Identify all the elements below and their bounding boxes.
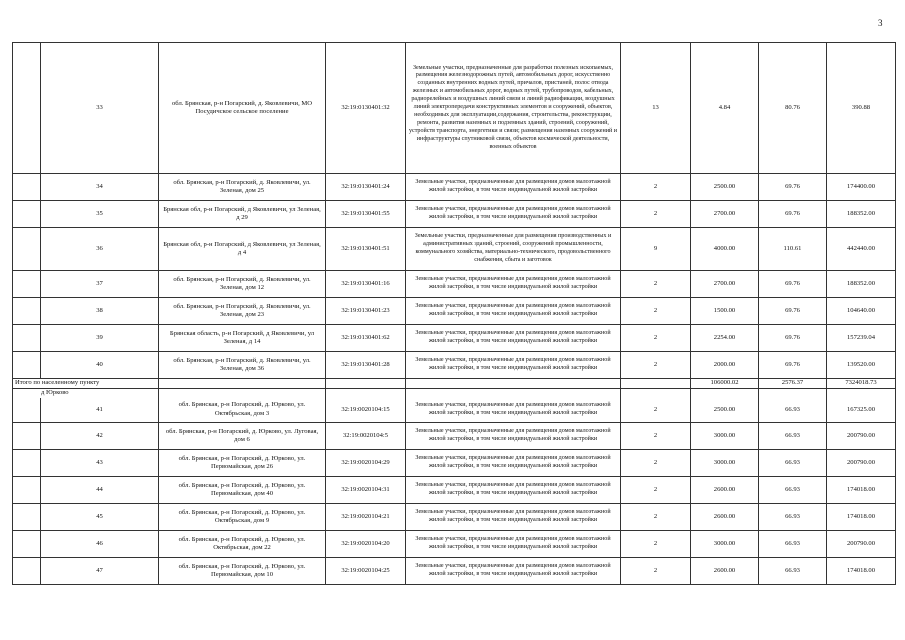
purpose-cell: Земельные участки, предназначенные для размещения домов малоэтажной жилой застройки, в том числе индивидуальной жилой застройки [406, 352, 621, 379]
rate-cell: 69.76 [759, 298, 827, 325]
cadastral-value-table [12, 42, 896, 585]
total-empty-cell [406, 379, 621, 389]
purpose-cell: Земельные участки, предназначенные для размещения домов малоэтажной жилой застройки, в том числе индивидуальной жилой застройки [406, 450, 621, 477]
area-cell: 3000.00 [691, 423, 759, 450]
cadastral-number-cell: 32:19:0020104:25 [326, 558, 406, 585]
total-area: 106000.02 [691, 379, 759, 389]
page-number: 3 [878, 18, 883, 28]
row-gap-cell [13, 558, 41, 585]
rate-cell: 110.61 [759, 228, 827, 271]
cadastral-number-cell: 32:19:0130401:28 [326, 352, 406, 379]
section-empty-cell [159, 389, 326, 398]
purpose-cell: Земельные участки, предназначенные для размещения домов малоэтажной жилой застройки, в том числе индивидуальной жилой застройки [406, 201, 621, 228]
table-row [13, 558, 896, 585]
purpose-cell: Земельные участки, предназначенные для размещения домов малоэтажной жилой застройки, в том числе индивидуальной жилой застройки [406, 477, 621, 504]
cadastral-number-cell: 32:19:0130401:62 [326, 325, 406, 352]
type-code-cell: 2 [621, 504, 691, 531]
row-gap-cell [13, 398, 41, 423]
type-code-cell: 2 [621, 298, 691, 325]
section-empty-cell [691, 389, 759, 398]
section-empty-cell [759, 389, 827, 398]
type-code-cell: 2 [621, 398, 691, 423]
row-number: 35 [41, 201, 159, 228]
row-number: 38 [41, 298, 159, 325]
purpose-cell: Земельные участки, предназначенные для размещения домов малоэтажной жилой застройки, в том числе индивидуальной жилой застройки [406, 531, 621, 558]
row-gap-cell [13, 450, 41, 477]
address-cell: обл. Брянская, р-н Погарский, д. Юрково, ул. Первомайская, дом 10 [159, 558, 326, 585]
rate-cell: 69.76 [759, 271, 827, 298]
area-cell: 1500.00 [691, 298, 759, 325]
row-gap-cell [13, 352, 41, 379]
table-row [13, 423, 896, 450]
address-cell: обл. Брянская, р-н Погарский, д. Юрково, ул. Октябрьская, дом 3 [159, 398, 326, 423]
rate-cell: 66.93 [759, 450, 827, 477]
address-cell: обл. Брянская, р-н Погарский, д. Яковлевичи, МО Посудичское сельское поселение [159, 43, 326, 174]
purpose-cell: Земельные участки, предназначенные для размещения домов малоэтажной жилой застройки, в том числе индивидуальной жилой застройки [406, 504, 621, 531]
rate-cell: 80.76 [759, 43, 827, 174]
value-cell: 157239.04 [827, 325, 896, 352]
table-row [13, 477, 896, 504]
value-cell: 200790.00 [827, 450, 896, 477]
rate-cell: 69.76 [759, 325, 827, 352]
table-row [13, 174, 896, 201]
value-cell: 167325.00 [827, 398, 896, 423]
value-cell: 174400.00 [827, 174, 896, 201]
rate-cell: 66.93 [759, 531, 827, 558]
total-empty-cell [621, 379, 691, 389]
address-cell: обл. Брянская, р-н Погарский, д. Юрково, ул. Октябрьская, дом 9 [159, 504, 326, 531]
address-cell: обл. Брянская, р-н Погарский, д. Яковлевичи, ул. Зеленая, дом 36 [159, 352, 326, 379]
total-row [13, 379, 896, 389]
type-code-cell: 13 [621, 43, 691, 174]
value-cell: 188352.00 [827, 271, 896, 298]
address-cell: Брянская обл, р-н Погарский, д Яковлевичи, ул Зеленая, д 4 [159, 228, 326, 271]
address-cell: обл. Брянская, р-н Погарский, д. Яковлевичи, ул. Зеленая, дом 12 [159, 271, 326, 298]
cadastral-number-cell: 32:19:0020104:5 [326, 423, 406, 450]
cadastral-number-cell: 32:19:0020104:15 [326, 398, 406, 423]
address-cell: обл. Брянская, р-н Погарский, д. Яковлевичи, ул. Зеленая, дом 25 [159, 174, 326, 201]
rate-cell: 66.93 [759, 477, 827, 504]
table-row [13, 531, 896, 558]
area-cell: 2600.00 [691, 558, 759, 585]
value-cell: 139520.00 [827, 352, 896, 379]
address-cell: обл. Брянская, р-н Погарский, д. Юрково, ул. Первомайская, дом 40 [159, 477, 326, 504]
type-code-cell: 2 [621, 174, 691, 201]
row-gap-cell [13, 43, 41, 174]
purpose-cell: Земельные участки, предназначенные для размещения домов малоэтажной жилой застройки, в том числе индивидуальной жилой застройки [406, 271, 621, 298]
row-number: 42 [41, 423, 159, 450]
section-empty-cell [621, 389, 691, 398]
area-cell: 4.84 [691, 43, 759, 174]
row-number: 47 [41, 558, 159, 585]
type-code-cell: 9 [621, 228, 691, 271]
row-gap-cell [13, 201, 41, 228]
value-cell: 174018.00 [827, 477, 896, 504]
row-gap-cell [13, 271, 41, 298]
value-cell: 390.88 [827, 43, 896, 174]
type-code-cell: 2 [621, 352, 691, 379]
purpose-cell: Земельные участки, предназначенные для размещения домов малоэтажной жилой застройки, в том числе индивидуальной жилой застройки [406, 398, 621, 423]
value-cell: 200790.00 [827, 423, 896, 450]
area-cell: 2254.00 [691, 325, 759, 352]
table-row [13, 43, 896, 174]
rate-cell: 66.93 [759, 423, 827, 450]
rate-cell: 69.76 [759, 201, 827, 228]
row-gap-cell [13, 325, 41, 352]
row-number: 39 [41, 325, 159, 352]
purpose-cell: Земельные участки, предназначенные для размещения производственных и административных зданий, строений, сооружений промышленности, коммунального хозяйства, материально-технического, продовольственного снабжения, сбыта и заготовок [406, 228, 621, 271]
total-value: 7324018.73 [827, 379, 896, 389]
purpose-cell: Земельные участки, предназначенные для размещения домов малоэтажной жилой застройки, в том числе индивидуальной жилой застройки [406, 174, 621, 201]
cadastral-number-cell: 32:19:0130401:51 [326, 228, 406, 271]
type-code-cell: 2 [621, 201, 691, 228]
area-cell: 2500.00 [691, 174, 759, 201]
total-empty-cell [326, 379, 406, 389]
address-cell: Брянская обл, р-н Погарский, д Яковлевичи, ул Зеленая, д 29 [159, 201, 326, 228]
row-number: 46 [41, 531, 159, 558]
row-number: 36 [41, 228, 159, 271]
section-empty-cell [326, 389, 406, 398]
value-cell: 104640.00 [827, 298, 896, 325]
value-cell: 200790.00 [827, 531, 896, 558]
cadastral-number-cell: 32:19:0130401:32 [326, 43, 406, 174]
type-code-cell: 2 [621, 423, 691, 450]
rate-cell: 66.93 [759, 504, 827, 531]
type-code-cell: 2 [621, 271, 691, 298]
area-cell: 2600.00 [691, 477, 759, 504]
table-row [13, 450, 896, 477]
table-row [13, 325, 896, 352]
address-cell: обл. Брянская, р-н Погарский, д. Яковлевичи, ул. Зеленая, дом 23 [159, 298, 326, 325]
rate-cell: 69.76 [759, 352, 827, 379]
address-cell: Брянская область, р-н Погарский, д Яковлевичи, ул Зеленая, д 14 [159, 325, 326, 352]
table-row [13, 352, 896, 379]
value-cell: 188352.00 [827, 201, 896, 228]
row-number: 40 [41, 352, 159, 379]
total-rate: 2576.37 [759, 379, 827, 389]
cadastral-number-cell: 32:19:0020104:31 [326, 477, 406, 504]
cadastral-number-cell: 32:19:0130401:16 [326, 271, 406, 298]
cadastral-number-cell: 32:19:0130401:55 [326, 201, 406, 228]
value-cell: 174018.00 [827, 504, 896, 531]
section-heading: д Юрково [13, 389, 159, 398]
area-cell: 3000.00 [691, 531, 759, 558]
area-cell: 4000.00 [691, 228, 759, 271]
cadastral-number-cell: 32:19:0130401:23 [326, 298, 406, 325]
section-empty-cell [827, 389, 896, 398]
area-cell: 2700.00 [691, 201, 759, 228]
row-gap-cell [13, 174, 41, 201]
table-row [13, 271, 896, 298]
table-row [13, 228, 896, 271]
row-gap-cell [13, 423, 41, 450]
row-gap-cell [13, 228, 41, 271]
row-number: 45 [41, 504, 159, 531]
table-row [13, 201, 896, 228]
section-heading-row [13, 389, 896, 398]
type-code-cell: 2 [621, 477, 691, 504]
type-code-cell: 2 [621, 450, 691, 477]
type-code-cell: 2 [621, 531, 691, 558]
total-empty-cell [159, 379, 326, 389]
type-code-cell: 2 [621, 325, 691, 352]
cadastral-number-cell: 32:19:0020104:21 [326, 504, 406, 531]
purpose-cell: Земельные участки, предназначенные для размещения домов малоэтажной жилой застройки, в том числе индивидуальной жилой застройки [406, 423, 621, 450]
cadastral-number-cell: 32:19:0130401:24 [326, 174, 406, 201]
purpose-cell: Земельные участки, предназначенные для размещения домов малоэтажной жилой застройки, в том числе индивидуальной жилой застройки [406, 298, 621, 325]
area-cell: 2600.00 [691, 504, 759, 531]
address-cell: обл. Брянская, р-н Погарский, д. Юрково, ул. Луговая, дом 6 [159, 423, 326, 450]
address-cell: обл. Брянская, р-н Погарский, д. Юрково, ул. Первомайская, дом 26 [159, 450, 326, 477]
cadastral-number-cell: 32:19:0020104:20 [326, 531, 406, 558]
section-empty-cell [406, 389, 621, 398]
row-number: 37 [41, 271, 159, 298]
type-code-cell: 2 [621, 558, 691, 585]
row-gap-cell [13, 298, 41, 325]
row-gap-cell [13, 477, 41, 504]
table-row [13, 504, 896, 531]
address-cell: обл. Брянская, р-н Погарский, д. Юрково, ул. Октябрьская, дом 22 [159, 531, 326, 558]
row-number: 43 [41, 450, 159, 477]
total-label: Итого по населенному пункту [13, 379, 159, 389]
row-number: 41 [41, 398, 159, 423]
area-cell: 3000.00 [691, 450, 759, 477]
row-number: 34 [41, 174, 159, 201]
purpose-cell: Земельные участки, предназначенные для размещения домов малоэтажной жилой застройки, в том числе индивидуальной жилой застройки [406, 325, 621, 352]
table-row [13, 398, 896, 423]
area-cell: 2000.00 [691, 352, 759, 379]
rate-cell: 69.76 [759, 174, 827, 201]
table-row [13, 298, 896, 325]
row-number: 33 [41, 43, 159, 174]
table-body [13, 43, 896, 585]
row-gap-cell [13, 504, 41, 531]
area-cell: 2500.00 [691, 398, 759, 423]
cadastral-number-cell: 32:19:0020104:29 [326, 450, 406, 477]
purpose-cell: Земельные участки, предназначенные для разработки полезных ископаемых, размещения железнодорожных путей, автомобильных дорог, искусственно созданных внутренних водных путей, причалов, пристаней, полос отвода железных и автомобильных дорог, водных путей, трубопроводов, кабельных, радиорелейных и воздушных линий связи и линий радиофикации, воздушных линий электропередачи конструктивных элементов и сооружений, объектов, необходимых для эксплуатации,содержания, строительства, реконструкции, ремонта, развития наземных и подземных зданий, строений, сооружений, устройств транспорта, энергетики и связи; размещения наземных сооружений и инфраструктуры спутниковой связи, объектов космической деятельности, военных объектов [406, 43, 621, 174]
purpose-cell: Земельные участки, предназначенные для размещения домов малоэтажной жилой застройки, в том числе индивидуальной жилой застройки [406, 558, 621, 585]
row-gap-cell [13, 531, 41, 558]
row-number: 44 [41, 477, 159, 504]
value-cell: 442440.00 [827, 228, 896, 271]
rate-cell: 66.93 [759, 558, 827, 585]
area-cell: 2700.00 [691, 271, 759, 298]
rate-cell: 66.93 [759, 398, 827, 423]
value-cell: 174018.00 [827, 558, 896, 585]
